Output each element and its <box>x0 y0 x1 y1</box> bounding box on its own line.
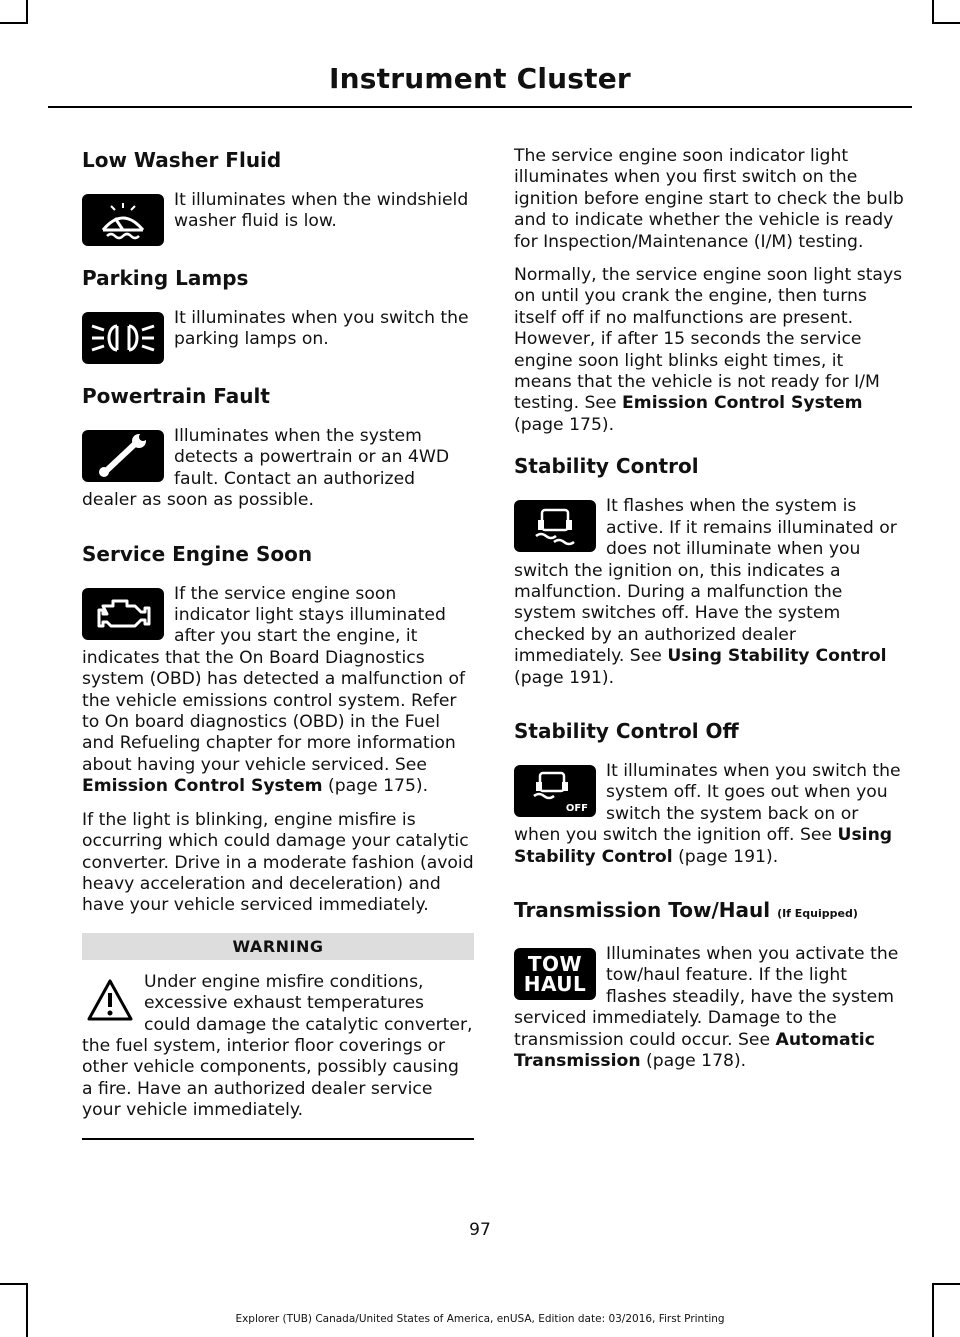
section-service-engine-soon-continued <box>514 146 906 436</box>
right-column <box>514 146 906 1100</box>
off-label: OFF <box>565 802 588 814</box>
washer-fluid-icon <box>82 194 164 246</box>
tow-haul-icon: TOW HAUL <box>514 948 596 1000</box>
page-title: Instrument Cluster <box>329 62 631 95</box>
section-title: Stability Control Off <box>514 718 739 743</box>
section-text: It illuminates when you switch the system off. It goes out when you switch the system back on or when you switch the ignition off. See Using Stability Control (page 191). <box>514 760 901 867</box>
section-title: Low Washer Fluid <box>82 148 282 172</box>
crop-mark <box>932 22 960 24</box>
left-column <box>82 146 474 1140</box>
section-parking-lamps <box>82 264 474 366</box>
crop-mark <box>932 0 934 22</box>
section-service-engine-soon <box>82 540 474 917</box>
section-title: Parking Lamps <box>82 266 249 290</box>
section-text: It illuminates when you switch the parking lamps on. <box>174 308 469 350</box>
header-divider <box>48 106 912 108</box>
warning-box <box>82 933 474 1140</box>
section-text: The service engine soon indicator light illuminates when you first switch on the ignition before engine start to check the bulb and to indicate whether the vehicle is ready for Inspection/Maintenance (I/M) testing. <box>514 146 904 252</box>
warning-label: WARNING <box>82 933 474 960</box>
footer-text: Explorer (TUB) Canada/United States of America, enUSA, Edition date: 03/2016, First Printing <box>235 1313 725 1325</box>
section-text: Illuminates when you activate the tow/haul feature. If the light flashes steadily, have the system serviced immediately. Damage to the transmission could occur. See Automatic Transmission (page 178). <box>514 943 899 1071</box>
crop-mark <box>932 1283 960 1285</box>
emission-control-link[interactable]: Emission Control System <box>82 776 323 797</box>
crop-mark <box>26 1283 28 1337</box>
section-powertrain-fault <box>82 382 474 524</box>
section-title: Service Engine Soon <box>82 541 313 566</box>
crop-mark <box>26 0 28 22</box>
automatic-transmission-link[interactable]: Automatic Transmission <box>514 1029 875 1071</box>
section-stability-control-off <box>514 717 906 880</box>
page-number: 97 <box>469 1220 491 1240</box>
parking-lamps-icon <box>82 312 164 364</box>
section-text: If the service engine soon indicator light stays illuminated after you start the engine, it indicates that the On Board Diagnostics system (OBD) has detected a malfunction of the vehicle emissions control system. Refer to On board diagnostics (OBD) in the Fuel and Refueling chapter for more information about having your vehicle serviced. See Emission Control System (page 175). <box>82 583 466 797</box>
section-title: Stability Control <box>514 454 699 479</box>
section-text: It illuminates when the windshield washer fluid is low. <box>174 190 469 232</box>
crop-mark <box>932 1283 934 1337</box>
section-text: It flashes when the system is active. If it remains illuminated or does not illuminate when you switch the ignition on, this indicates a malfunction. During a malfunction the system switches off. Have the system checked by an authorized dealer immediately. See Using Stability Control (page 191). <box>514 496 897 688</box>
section-text: Illuminates when the system detects a powertrain or an 4WD fault. Contact an authorized dealer as soon as possible. <box>82 426 450 511</box>
stability-control-icon <box>514 500 596 552</box>
crop-mark <box>0 1283 28 1285</box>
crop-mark <box>0 22 28 24</box>
warning-divider <box>82 1138 474 1140</box>
wrench-icon <box>82 430 164 482</box>
using-stability-control-link[interactable]: Using Stability Control <box>667 646 887 667</box>
section-low-washer-fluid <box>82 146 474 248</box>
if-equipped-label: (If Equipped) <box>777 906 858 920</box>
section-title: Transmission Tow/Haul (If Equipped) <box>514 897 858 922</box>
stability-control-off-icon <box>514 765 596 817</box>
emission-control-link[interactable]: Emission Control System <box>622 393 863 414</box>
section-stability-control <box>514 452 906 701</box>
section-title: Powertrain Fault <box>82 384 270 408</box>
section-transmission-tow-haul <box>514 896 906 1084</box>
section-text: Normally, the service engine soon light stays on until you crank the engine, then turns itself off if no malfunctions are present. However, if after 15 seconds the service engine soon light blinks eight times, it means that the vehicle is not ready for I/M testing. See Emission Control System (page 175). <box>514 265 903 435</box>
section-text-blinking: If the light is blinking, engine misfire is occurring which could damage your catalytic converter. Drive in a moderate fashion (avoid heavy acceleration and deceleration) and have your vehicle serviced immediately. <box>82 809 474 916</box>
using-stability-control-link[interactable]: Using Stability Control <box>514 825 893 867</box>
check-engine-icon <box>82 588 164 640</box>
warning-text: Under engine misfire conditions, excessive exhaust temperatures could damage the catalytic converter, the fuel system, interior floor coverings or other vehicle components, possibly causing a fire. Have an authorized dealer service your vehicle immediately. <box>82 971 473 1121</box>
warning-triangle-icon <box>86 978 134 1022</box>
